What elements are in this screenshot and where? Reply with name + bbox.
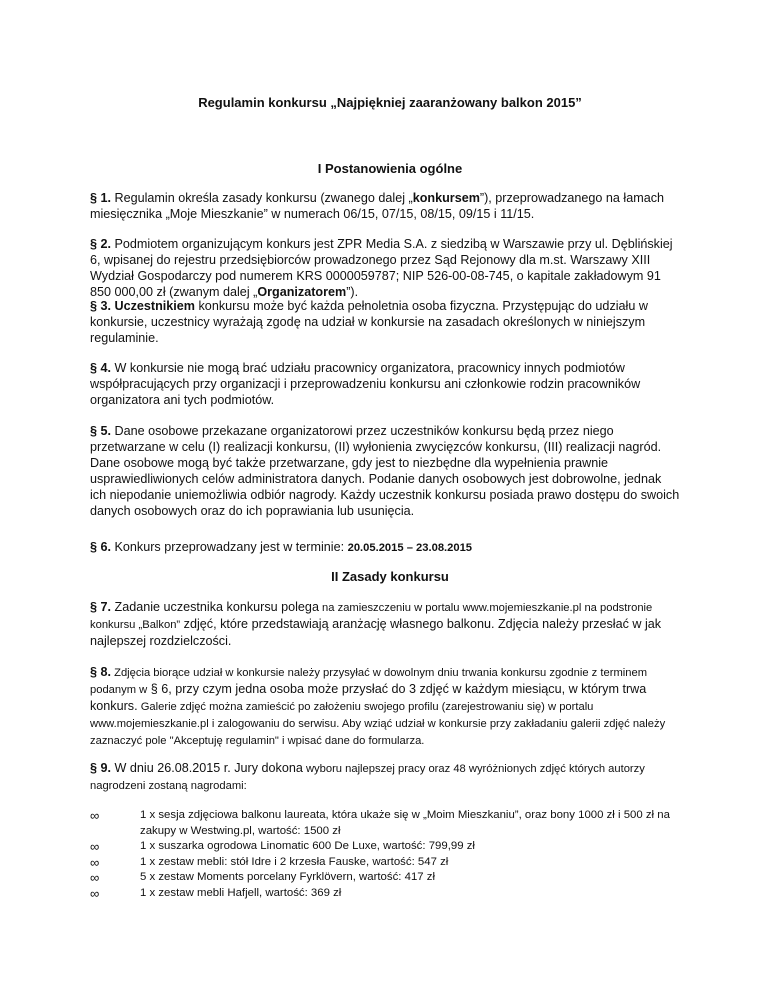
paragraph-text: Podmiotem organizującym konkurs jest ZPR Media S.A. z siedzibą w Warszawie przy ul. Dęblińskiej 6, wpisanej do rejestru przedsiębiorców prowadzonego przez Sąd Rejonowy dla m.st. Warszawy XIII Wydział Gospodarczy pod numerem KRS 0000059787; NIP 526-00-08-745, o kapitale zakładowym 91 850 000,00 zł (zwanym dalej „ [90,237,673,299]
paragraph-1 [90,190,680,222]
paragraph-4 [90,360,680,408]
paragraph-number: § 5. [90,424,112,438]
paragraph-text: Konkurs przeprowadzany jest w terminie: [111,540,348,554]
paragraph-text: zdjęć, które przedstawiają aranżację własnego balkonu. Zdjęcia należy przesłać w jak najlepszej rozdzielczości. [90,617,662,648]
paragraph-text: Regulamin określa zasady konkursu (zwanego dalej „ [111,191,413,205]
prize-item [90,870,690,886]
paragraph-5 [90,423,680,519]
paragraph-small-text: Galerie zdjęć można zamieścić po założeniu swojego profilu (zarejestrowaniu się) w portalu www.mojemieszkanie.pl i zalogowaniu do serwisu. Aby wziąć udział w konkursie przy zakładaniu galerii zdjęć należy zaznaczyć pole "Akceptuję regulamin" i wpisać dane do formularza. [90,701,666,747]
section-heading-2: II Zasady konkursu [331,569,449,584]
paragraph-number: § 7. [90,600,112,614]
infinity-bullet-icon: ∞ [90,870,100,885]
infinity-bullet-icon: ∞ [90,885,100,901]
contest-dates: 20.05.2015 – 23.08.2015 [347,542,473,554]
section-heading-1: I Postanowienia ogólne [317,161,463,176]
paragraph-text: § 6, przy czym jedna osoba może przysłać do 3 zdjęć w każdym miesiącu, w którym trwa konkurs. [90,682,647,713]
paragraph-9 [90,760,680,794]
infinity-bullet-icon: ∞ [90,854,100,870]
prize-item [90,839,690,855]
paragraph-bold: konkursem [412,191,480,205]
paragraph-bold: Organizatorem [257,285,347,299]
prize-text: 1 x zestaw mebli: stół Idre i 2 krzesła Fauske, wartość: 547 zł [140,855,449,868]
document-title: Regulamin konkursu „Najpiękniej zaaranżowany balkon 2015” [198,95,582,110]
prize-item [90,808,690,839]
paragraph-small-text: Zdjęcia biorące udział w konkursie należy przysyłać w dowolnym dniu trwania konkursu zgodnie z terminem podanym w [90,667,648,696]
paragraph-number: § 1. [90,191,112,205]
infinity-bullet-icon: ∞ [90,839,100,854]
paragraph-small-text: na zamieszczeniu w portalu www.mojemieszkanie.pl na podstronie konkursu „Balkon” [90,602,653,631]
paragraph-text: W dniu 26.08.2015 r. Jury dokona [111,761,303,775]
paragraph-text: konkursu może być każda pełnoletnia osoba fizyczna. Przystępując do udziału w konkursie, uczestnicy wyrażają zgodę na udział w konkursie na zasadach określonych w niniejszym regulaminie. [90,299,648,345]
paragraph-bold: Uczestnikiem [111,299,196,313]
paragraph-6 [90,539,680,556]
paragraph-number: § 2. [90,237,112,251]
prize-text: 1 x suszarka ogrodowa Linomatic 600 De Luxe, wartość: 799,99 zł [140,840,475,852]
paragraph-number: § 9. [90,761,112,775]
prize-item [90,886,690,902]
infinity-bullet-icon: ∞ [90,808,100,823]
prize-text: 5 x zestaw Moments porcelany Fyrklövern, wartość: 417 zł [140,871,435,883]
paragraph-text: ”). [346,285,359,299]
paragraph-number: § 4. [90,361,112,375]
paragraph-number: § 3. [90,299,112,313]
paragraph-number: § 8. [90,665,112,679]
paragraph-text: ”), przeprowadzanego na łamach miesięcznika „Moje Mieszkanie” w numerach 06/15, 07/15, 08/15, 09/15 i 11/15. [90,191,665,221]
paragraph-8 [90,664,680,749]
prize-text: 1 x zestaw mebli Hafjell, wartość: 369 zł [140,886,342,899]
paragraph-7 [90,599,680,649]
paragraph-text: Dane osobowe przekazane organizatorowi przez uczestników konkursu będą przez niego przetwarzane w celu (I) realizacji konkursu, (II) wyłonienia zwycięzców konkursu, (III) realizacji nagród. Dane osobowe mogą być także przetwarzane, gdy jest to niezbędne dla wypełnienia prawnie usprawiedliwionych celów administratora danych. Podanie danych osobowych jest dobrowolne, jednak ich niepodanie uniemożliwia odbiór nagrody. Każdy uczestnik konkursu posiada prawo dostępu do swoich danych osobowych oraz do ich poprawiania lub usunięcia. [90,424,680,518]
prize-item [90,855,690,871]
paragraph-small-text: wyboru najlepszej pracy oraz 48 wyróżnionych zdjęć których autorzy nagrodzeni zostaną nagrodami: [90,763,645,792]
prize-text: 1 x sesja zdjęciowa balkonu laureata, która ukaże się w „Moim Mieszkaniu”, oraz bony 1000 zł i 500 zł na zakupy w Westwing.pl, wartość: 1500 zł [140,809,670,837]
paragraph-2 [90,236,680,300]
prize-list [90,808,690,901]
paragraph-3 [90,298,680,346]
paragraph-text: Zadanie uczestnika konkursu polega [111,600,319,614]
paragraph-number: § 6. [90,540,112,554]
paragraph-text: W konkursie nie mogą brać udziału pracownicy organizatora, pracownicy innych podmiotów współpracujących przy organizacji i przeprowadzeniu konkursu ani członkowie rodzin pracowników organizatora ani tych podmiotów. [90,361,641,407]
